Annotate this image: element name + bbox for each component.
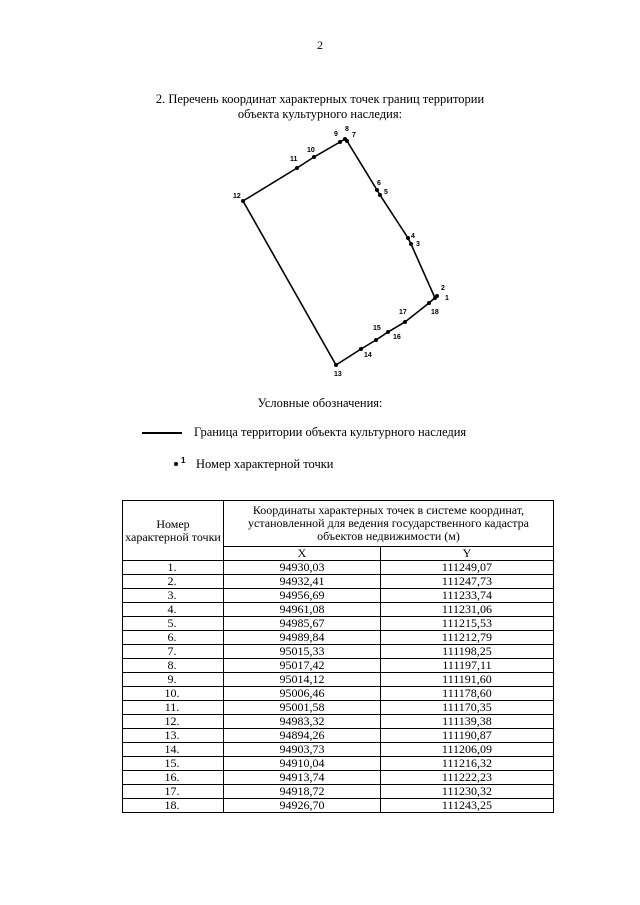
point-label-16: 16: [393, 334, 401, 341]
cell-x: 94913,74: [224, 771, 381, 785]
cell-x: 95001,58: [224, 701, 381, 715]
table-row: [123, 673, 554, 687]
legend-boundary: [142, 425, 466, 440]
cell-y: 111190,87: [380, 729, 553, 743]
boundary-point-15: [374, 338, 378, 342]
table-row: [123, 687, 554, 701]
cell-point-number: 1.: [123, 561, 224, 575]
point-label-11: 11: [290, 156, 298, 163]
boundary-line-symbol: [142, 432, 182, 434]
boundary-point-18: [427, 301, 431, 305]
point-label-4: 4: [411, 233, 415, 240]
cell-x: 94894,26: [224, 729, 381, 743]
cell-x: 94985,67: [224, 617, 381, 631]
cell-point-number: 4.: [123, 603, 224, 617]
cell-point-number: 14.: [123, 743, 224, 757]
cell-x: 94989,84: [224, 631, 381, 645]
table-row: [123, 729, 554, 743]
cell-y: 111243,25: [380, 799, 553, 813]
header-y: Y: [380, 547, 553, 561]
cell-x: 94926,70: [224, 799, 381, 813]
point-label-7: 7: [352, 132, 356, 139]
header-point-number: Номер характерной точки: [123, 501, 224, 561]
cell-x: 94903,73: [224, 743, 381, 757]
header-coordinates: Координаты характерных точек в системе координат, установленной для ведения государственного кадастра объектов недвижимости (м): [224, 501, 554, 547]
table-row: [123, 771, 554, 785]
cell-y: 111206,09: [380, 743, 553, 757]
cell-y: 111249,07: [380, 561, 553, 575]
cell-y: 111197,11: [380, 659, 553, 673]
cell-point-number: 12.: [123, 715, 224, 729]
point-label-6: 6: [377, 180, 381, 187]
boundary-scheme: [0, 0, 640, 390]
coordinates-table-body: [123, 561, 554, 813]
cell-point-number: 18.: [123, 799, 224, 813]
boundary-point-13: [334, 363, 338, 367]
boundary-point-9: [338, 140, 342, 144]
point-label-1: 1: [445, 295, 449, 302]
point-label-5: 5: [384, 189, 388, 196]
table-row: [123, 617, 554, 631]
cell-x: 94910,04: [224, 757, 381, 771]
table-row: [123, 631, 554, 645]
table-row: [123, 715, 554, 729]
point-label-18: 18: [431, 309, 439, 316]
cell-point-number: 13.: [123, 729, 224, 743]
boundary-point-10: [312, 155, 316, 159]
cell-point-number: 3.: [123, 589, 224, 603]
heading-line-1: 2. Перечень координат характерных точек границ территории: [155, 92, 485, 106]
cell-x: 95017,42: [224, 659, 381, 673]
cell-y: 111212,79: [380, 631, 553, 645]
cell-point-number: 2.: [123, 575, 224, 589]
cell-point-number: 9.: [123, 673, 224, 687]
cell-y: 111231,06: [380, 603, 553, 617]
cell-y: 111191,60: [380, 673, 553, 687]
boundary-point-14: [359, 347, 363, 351]
cell-point-number: 17.: [123, 785, 224, 799]
table-row: [123, 799, 554, 813]
cell-point-number: 6.: [123, 631, 224, 645]
cell-y: 111222,23: [380, 771, 553, 785]
boundary-point-2: [433, 296, 437, 300]
point-marker-number: 1: [181, 455, 186, 465]
point-label-9: 9: [334, 131, 338, 138]
point-label-13: 13: [334, 371, 342, 378]
cell-y: 111178,60: [380, 687, 553, 701]
table-row: [123, 743, 554, 757]
point-label-2: 2: [441, 285, 445, 292]
cell-x: 95014,12: [224, 673, 381, 687]
boundary-point-12: [241, 199, 245, 203]
page-number: 2: [317, 38, 323, 52]
cell-point-number: 5.: [123, 617, 224, 631]
point-label-3: 3: [416, 241, 420, 248]
header-x: X: [224, 547, 381, 561]
table-row: [123, 589, 554, 603]
point-label-8: 8: [345, 126, 349, 133]
boundary-point-6: [375, 188, 379, 192]
boundary-point-5: [378, 193, 382, 197]
table-row: [123, 785, 554, 799]
boundary-point-11: [295, 166, 299, 170]
cell-x: 94918,72: [224, 785, 381, 799]
table-row: [123, 701, 554, 715]
cell-y: 111215,53: [380, 617, 553, 631]
legend-point-label: Номер характерной точки: [196, 457, 334, 471]
cell-x: 95006,46: [224, 687, 381, 701]
point-label-14: 14: [364, 352, 372, 359]
heading-line-2: объекта культурного наследия:: [237, 107, 403, 121]
cell-point-number: 16.: [123, 771, 224, 785]
cell-point-number: 8.: [123, 659, 224, 673]
cell-y: 111170,35: [380, 701, 553, 715]
point-label-15: 15: [373, 325, 381, 332]
boundary-point-17: [403, 320, 407, 324]
point-label-10: 10: [307, 147, 315, 154]
point-marker-symbol: [172, 455, 190, 472]
cell-x: 94930,03: [224, 561, 381, 575]
legend-title: Условные обозначения:: [257, 396, 383, 410]
boundary-point-3: [409, 242, 413, 246]
cell-y: 111139,38: [380, 715, 553, 729]
boundary-point-16: [386, 330, 390, 334]
table-row: [123, 659, 554, 673]
table-row: [123, 757, 554, 771]
territory-boundary-line: [243, 139, 437, 365]
cell-point-number: 11.: [123, 701, 224, 715]
cell-x: 94983,32: [224, 715, 381, 729]
legend-point: [172, 457, 334, 472]
boundary-point-4: [406, 236, 410, 240]
boundary-point-8: [343, 137, 347, 141]
coordinates-table: [122, 500, 554, 813]
cell-x: 94961,08: [224, 603, 381, 617]
table-row: [123, 561, 554, 575]
cell-y: 111230,32: [380, 785, 553, 799]
cell-x: 94932,41: [224, 575, 381, 589]
cell-y: 111198,25: [380, 645, 553, 659]
cell-point-number: 15.: [123, 757, 224, 771]
cell-x: 95015,33: [224, 645, 381, 659]
point-label-12: 12: [233, 193, 241, 200]
cell-y: 111247,73: [380, 575, 553, 589]
table-row: [123, 645, 554, 659]
table-row: [123, 575, 554, 589]
legend-boundary-label: Граница территории объекта культурного наследия: [194, 425, 467, 439]
cell-point-number: 10.: [123, 687, 224, 701]
cell-y: 111216,32: [380, 757, 553, 771]
cell-y: 111233,74: [380, 589, 553, 603]
point-dot-symbol: [174, 462, 178, 466]
cell-point-number: 7.: [123, 645, 224, 659]
cell-x: 94956,69: [224, 589, 381, 603]
table-row: [123, 603, 554, 617]
point-label-17: 17: [399, 309, 407, 316]
